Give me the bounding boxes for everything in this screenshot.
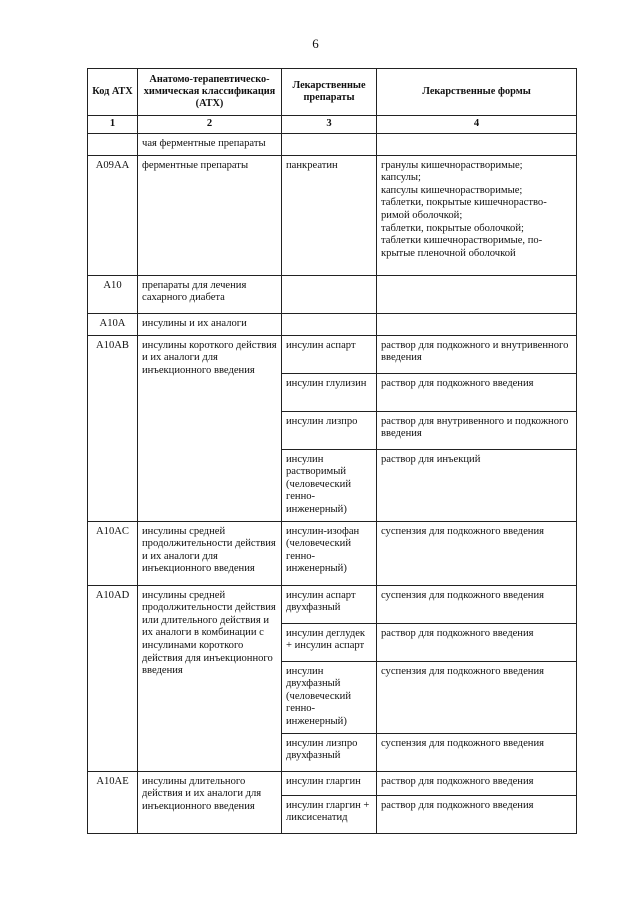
forms-cell: раствор для подкожного введения [377, 373, 577, 411]
forms-cell: суспензия для подкожного введения [377, 585, 577, 623]
drug-cell: инсулин лизпро [282, 411, 377, 449]
forms-cell: раствор для подкожного и внутривенного введения [377, 335, 577, 373]
classification-cell: ферментные препараты [138, 155, 282, 275]
forms-cell: суспензия для подкожного введения [377, 661, 577, 733]
classification-cell: инсулины короткого действия и их аналоги для инъекционного введения [138, 335, 282, 521]
drug-cell: инсулин гларгин + ликсисенатид [282, 795, 377, 833]
classification-cell: чая ферментные препараты [138, 133, 282, 155]
table-row [88, 133, 577, 155]
forms-cell [377, 133, 577, 155]
classification-cell: препараты для лечения сахарного диабета [138, 275, 282, 313]
drug-cell: инсулин двухфазный (человеческий генно-инженерный) [282, 661, 377, 733]
form-line: гранулы кишечнорастворимые; [381, 159, 523, 171]
drug-cell: инсулин лизпро двухфазный [282, 733, 377, 771]
drug-cell [282, 133, 377, 155]
form-line: капсулы; [381, 172, 421, 184]
column-numbers-row [88, 116, 577, 134]
forms-cell [377, 313, 577, 335]
drug-cell: инсулин-изофан (человеческий генно-инженерный) [282, 521, 377, 585]
forms-cell: раствор для внутривенного и подкожного введения [377, 411, 577, 449]
code-cell: A10 [88, 275, 138, 313]
drug-cell: инсулин глулизин [282, 373, 377, 411]
forms-cell: раствор для подкожного введения [377, 771, 577, 795]
header-classification: Анатомо-терапевтическо-химическая классификация (АТХ) [138, 69, 282, 116]
form-line: таблетки, покрытые кишечнораство- [381, 197, 547, 209]
table-row [88, 275, 577, 313]
column-number: 2 [138, 116, 282, 134]
table-row [88, 585, 577, 623]
drug-cell [282, 313, 377, 335]
table-row [88, 335, 577, 373]
classification-cell: инсулины и их аналоги [138, 313, 282, 335]
code-cell: A10AE [88, 771, 138, 833]
column-number: 4 [377, 116, 577, 134]
table-row [88, 313, 577, 335]
form-line: римой оболочкой; [381, 209, 463, 221]
form-line: крытые пленочной оболочкой [381, 247, 516, 259]
code-cell: A10AD [88, 585, 138, 771]
code-cell [88, 133, 138, 155]
table-row [88, 521, 577, 585]
drug-cell: инсулин аспарт двухфазный [282, 585, 377, 623]
drug-cell: инсулин деглудек + инсулин аспарт [282, 623, 377, 661]
forms-cell: суспензия для подкожного введения [377, 733, 577, 771]
column-number: 3 [282, 116, 377, 134]
forms-cell: суспензия для подкожного введения [377, 521, 577, 585]
code-cell: A09AA [88, 155, 138, 275]
forms-cell: раствор для инъекций [377, 449, 577, 521]
form-line: таблетки кишечнорастворимые, по- [381, 235, 543, 247]
drug-cell: инсулин аспарт [282, 335, 377, 373]
classification-cell: инсулины длительного действия и их аналоги для инъекционного введения [138, 771, 282, 833]
code-cell: A10AB [88, 335, 138, 521]
code-cell: A10A [88, 313, 138, 335]
header-drugs: Лекарственные препараты [282, 69, 377, 116]
column-number: 1 [88, 116, 138, 134]
classification-cell: инсулины средней продолжительности действия или длительного действия и их аналоги в комбинации с инсулинами короткого действия для инъекционного введения [138, 585, 282, 771]
forms-cell [377, 275, 577, 313]
code-cell: A10AC [88, 521, 138, 585]
forms-cell: раствор для подкожного введения [377, 623, 577, 661]
form-line: таблетки, покрытые оболочкой; [381, 222, 524, 234]
drug-cell: инсулин гларгин [282, 771, 377, 795]
forms-cell [377, 155, 577, 275]
header-forms: Лекарственные формы [377, 69, 577, 116]
table-row [88, 771, 577, 795]
drug-cell: панкреатин [282, 155, 377, 275]
atx-table [87, 68, 577, 834]
table-row [88, 155, 577, 275]
page-number: 6 [312, 36, 319, 51]
drug-cell [282, 275, 377, 313]
form-line: капсулы кишечнорастворимые; [381, 184, 523, 196]
table-header-row [88, 69, 577, 116]
forms-cell: раствор для подкожного введения [377, 795, 577, 833]
classification-cell: инсулины средней продолжительности действия и их аналоги для инъекционного введения [138, 521, 282, 585]
header-code: Код АТХ [88, 69, 138, 116]
drug-cell: инсулин растворимый (человеческий генно-инженерный) [282, 449, 377, 521]
